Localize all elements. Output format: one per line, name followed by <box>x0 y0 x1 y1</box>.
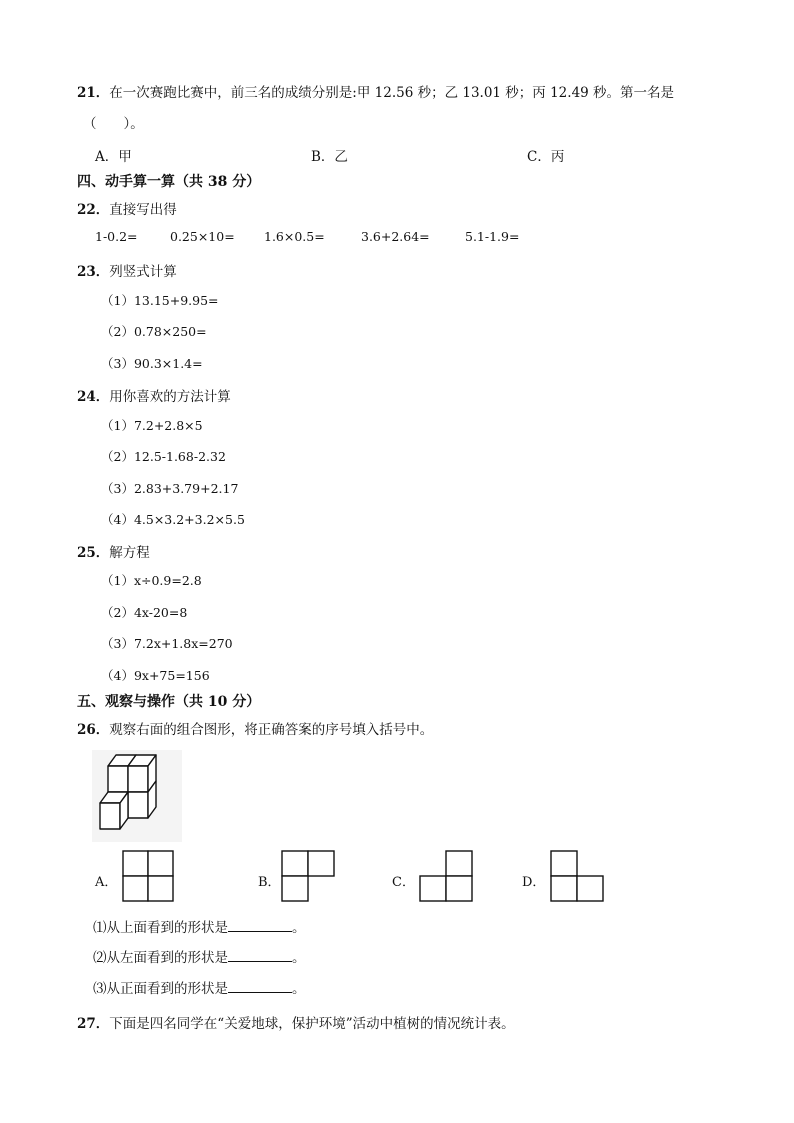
question-number: 25． <box>77 545 110 561</box>
sub-question-front-view <box>93 977 306 997</box>
sub-question-left-view <box>93 946 306 966</box>
sub-question-top-view <box>93 916 306 936</box>
answer-paren: （ ）。 <box>83 116 144 132</box>
calc-item: 1.6×0.5= <box>264 229 325 244</box>
answer-blank[interactable] <box>228 949 292 962</box>
sub-item: （1）x÷0.9=2.8 <box>101 573 202 588</box>
section-title: 五、观察与操作（共 10 分） <box>77 694 261 710</box>
sub-question-label: ⑶从正面看到的形状是 <box>93 981 228 997</box>
sub-item: （3）2.83+3.79+2.17 <box>101 481 239 496</box>
question-number: 23． <box>77 264 110 280</box>
question-24 <box>77 385 231 405</box>
sub-item: （3）90.3×1.4= <box>101 356 203 371</box>
cube-figure <box>92 750 182 842</box>
sub-item: （2）12.5-1.68-2.32 <box>101 449 226 464</box>
question-25 <box>77 541 150 561</box>
question-text: 直接写出得 <box>109 202 177 218</box>
question-text: 用你喜欢的方法计算 <box>109 389 231 405</box>
option-a: A．甲 <box>95 149 132 165</box>
calc-item: 0.25×10= <box>170 229 235 244</box>
question-text: 在一次赛跑比赛中，前三名的成绩分别是:甲 12.56 秒；乙 13.01 秒；丙 12.49 秒。第一名是 <box>109 85 675 101</box>
choice-b-label: B． <box>258 875 281 890</box>
question-text: 下面是四名同学在“关爱地球，保护环境”活动中植树的情况统计表。 <box>109 1016 515 1032</box>
sub-item: （4）9x+75=156 <box>101 668 210 683</box>
sub-item: （3）7.2x+1.8x=270 <box>101 636 233 651</box>
sub-item: （2）0.78×250= <box>101 324 207 339</box>
choice-a-grid <box>123 851 173 901</box>
sub-question-label: ⑵从左面看到的形状是 <box>93 950 228 966</box>
question-27 <box>77 1012 515 1032</box>
choice-d-label: D． <box>522 875 546 890</box>
sub-question-end: 。 <box>292 981 306 997</box>
answer-blank[interactable] <box>228 980 292 993</box>
question-text: 列竖式计算 <box>109 264 177 280</box>
sub-item: （1）13.15+9.95= <box>101 293 219 308</box>
choice-d-grid <box>551 851 603 901</box>
choice-a-label: A． <box>95 875 118 890</box>
calc-item: 5.1-1.9= <box>465 229 520 244</box>
answer-blank[interactable] <box>228 919 292 932</box>
section-title: 四、动手算一算（共 38 分） <box>77 174 261 190</box>
question-number: 27． <box>77 1016 110 1032</box>
choice-b-grid <box>282 851 334 901</box>
choice-c-label: C． <box>392 875 415 890</box>
question-text: 解方程 <box>109 545 150 561</box>
sub-item: （1）7.2+2.8×5 <box>101 418 203 433</box>
question-number: 22． <box>77 202 110 218</box>
question-21 <box>77 81 674 101</box>
question-number: 24． <box>77 389 110 405</box>
question-number: 21． <box>77 85 110 101</box>
sub-item: （2）4x-20=8 <box>101 605 188 620</box>
question-number: 26． <box>77 722 110 738</box>
sub-question-end: 。 <box>292 950 306 966</box>
question-22 <box>77 198 177 218</box>
question-26 <box>77 718 433 738</box>
sub-question-label: ⑴从上面看到的形状是 <box>93 920 228 936</box>
choice-c-grid <box>420 851 472 901</box>
sub-item: （4）4.5×3.2+3.2×5.5 <box>101 512 245 527</box>
option-b: B．乙 <box>311 149 348 165</box>
option-c: C．丙 <box>527 149 565 165</box>
question-text: 观察右面的组合图形，将正确答案的序号填入括号中。 <box>109 722 434 738</box>
question-23 <box>77 260 177 280</box>
sub-question-end: 。 <box>292 920 306 936</box>
calc-item: 3.6+2.64= <box>361 229 430 244</box>
calc-item: 1-0.2= <box>95 229 138 244</box>
